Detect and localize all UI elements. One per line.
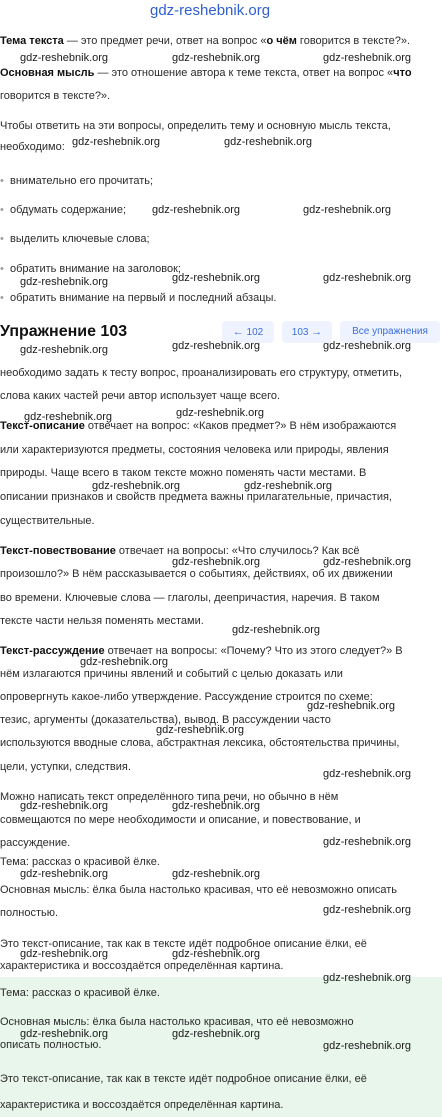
description-term: Текст-описание	[0, 420, 85, 432]
idea-term: Основная мысль	[0, 67, 95, 79]
watermark: gdz-reshebnik.org	[172, 272, 261, 284]
description-line3: природы. Чаще всего в таком тексте можно поменять части местами. В	[0, 467, 367, 479]
watermark: gdz-reshebnik.org	[323, 340, 412, 352]
watermark: gdz-reshebnik.org	[20, 868, 109, 880]
watermark: gdz-reshebnik.org	[244, 480, 333, 492]
watermark-top: gdz-reshebnik.org	[150, 2, 271, 19]
topic-end: говорится в тексте?».	[296, 35, 411, 47]
watermark: gdz-reshebnik.org	[20, 800, 109, 812]
topic-def: — это предмет речи, ответ на вопрос «	[63, 35, 267, 47]
watermark: gdz-reshebnik.org	[323, 1040, 412, 1052]
list-item: • выделить ключевые слова;	[10, 228, 150, 251]
watermark: gdz-reshebnik.org	[224, 136, 313, 148]
main-idea-line2: полностью.	[0, 907, 59, 919]
watermark: gdz-reshebnik.org	[323, 904, 412, 916]
description-text: отвечает на вопрос: «Каков предмет?» В нём изображаются	[84, 420, 397, 432]
watermark: gdz-reshebnik.org	[72, 136, 161, 148]
watermark: gdz-reshebnik.org	[172, 556, 261, 568]
answer-idea-line1: Основная мысль: ёлка была настолько красивая, что её невозможно	[0, 1016, 354, 1028]
watermark: gdz-reshebnik.org	[20, 52, 109, 64]
watermark: gdz-reshebnik.org	[80, 656, 169, 668]
answer-idea-line2: описать полностью.	[0, 1039, 102, 1051]
narration-term: Текст-повествование	[0, 545, 116, 557]
description-line5: существительные.	[0, 515, 95, 527]
reasoning-text: отвечает на вопросы: «Почему? Что из этого следует?» В	[104, 645, 403, 657]
main-idea-line1: Основная мысль: ёлка была настолько красивая, что её невозможно описать	[0, 884, 398, 896]
arrow-right-icon: →	[311, 326, 323, 338]
reasoning-line6: цели, уступки, следствия.	[0, 761, 131, 773]
conclusion-line2: характеристика и воссоздаётся определённая картина.	[0, 960, 284, 972]
answer-conclusion-line1: Это текст-описание, так как в тексте идёт подробное описание ёлки, её	[0, 1073, 367, 1085]
reasoning-line2: нём излагаются причины явлений и событий с целью доказать или	[0, 668, 343, 680]
reasoning-line1	[0, 640, 440, 663]
watermark: gdz-reshebnik.org	[20, 1028, 109, 1040]
list-item: • обдумать содержание;	[10, 199, 126, 222]
watermark: gdz-reshebnik.org	[92, 480, 181, 492]
exercise-title: Упражнение 103	[0, 323, 128, 340]
idea-def-1: — это отношение автора к теме текста, ответ на вопрос «	[94, 67, 394, 79]
watermark: gdz-reshebnik.org	[323, 52, 412, 64]
arrow-left-icon: ←	[232, 326, 244, 338]
watermark: gdz-reshebnik.org	[172, 800, 261, 812]
watermark: gdz-reshebnik.org	[152, 204, 241, 216]
watermark: gdz-reshebnik.org	[323, 972, 412, 984]
watermark: gdz-reshebnik.org	[323, 556, 412, 568]
topic-definition	[0, 30, 440, 53]
prev-exercise-label: 102	[246, 327, 264, 338]
intro-line2: слова каких частей речи автор использует чаще всего.	[0, 390, 281, 402]
watermark: gdz-reshebnik.org	[232, 624, 321, 636]
howto-line1: Чтобы ответить на эти вопросы, определить тему и основную мысль текста,	[0, 120, 391, 132]
idea-definition	[0, 62, 440, 85]
reasoning-line5: используются вводные слова, абстрактная лексика, обстоятельства причины,	[0, 737, 400, 749]
list-item: • обратить внимание на заголовок;	[10, 258, 181, 281]
watermark: gdz-reshebnik.org	[20, 276, 109, 288]
watermark: gdz-reshebnik.org	[323, 768, 412, 780]
watermark: gdz-reshebnik.org	[172, 1028, 261, 1040]
watermark: gdz-reshebnik.org	[172, 340, 261, 352]
list-item: • внимательно его прочитать;	[10, 170, 153, 193]
watermark: gdz-reshebnik.org	[176, 407, 265, 419]
reasoning-line4: тезис, аргументы (доказательства), вывод. В рассуждении часто	[0, 714, 331, 726]
topic-line: Тема: рассказ о красивой ёлке.	[0, 856, 160, 868]
watermark: gdz-reshebnik.org	[20, 344, 109, 356]
answer-conclusion-line2: характеристика и воссоздаётся определённая картина.	[0, 1099, 284, 1111]
next-exercise-label: 103	[291, 327, 309, 338]
narration-line3: во времени. Ключевые слова — глаголы, деепричастия, наречия. В таком	[0, 592, 380, 604]
watermark: gdz-reshebnik.org	[172, 868, 261, 880]
list-item: • обратить внимание на первый и последний абзацы.	[10, 287, 276, 310]
watermark: gdz-reshebnik.org	[307, 700, 396, 712]
mix-line3: рассуждение.	[0, 837, 71, 849]
mix-line2: совмещаются по мере необходимости и описание, и повествование, и	[0, 814, 361, 826]
description-line2: или характеризуются предметы, состояния человека или природы, явления	[0, 444, 389, 456]
intro-line1: необходимо задать к тесту вопрос, проанализировать его структуру, отметить,	[0, 367, 403, 379]
idea-def-line2: говорится в тексте?».	[0, 90, 111, 102]
conclusion-line1: Это текст-описание, так как в тексте идёт подробное описание ёлки, её	[0, 938, 367, 950]
reasoning-term: Текст-рассуждение	[0, 645, 105, 657]
idea-bold: что	[393, 67, 412, 79]
topic-bold: о чём	[266, 35, 297, 47]
howto-line2: необходимо:	[0, 141, 65, 153]
narration-line2: произошло?» В нём рассказывается о событиях, действиях, об их движении	[0, 568, 393, 580]
answer-topic: Тема: рассказ о красивой ёлке.	[0, 987, 160, 999]
description-line4: описании признаков и свойств предмета важны прилагательные, причастия,	[0, 491, 392, 503]
watermark: gdz-reshebnik.org	[156, 724, 245, 736]
reasoning-line3: опровергнуть какое-либо утверждение. Рассуждение строится по схеме:	[0, 691, 373, 703]
narration-text: отвечает на вопросы: «Что случилось? Как всё	[115, 545, 360, 557]
watermark: gdz-reshebnik.org	[323, 836, 412, 848]
watermark: gdz-reshebnik.org	[20, 948, 109, 960]
watermark: gdz-reshebnik.org	[172, 52, 261, 64]
narration-line4: тексте части нельзя поменять местами.	[0, 615, 204, 627]
watermark: gdz-reshebnik.org	[172, 948, 261, 960]
watermark: gdz-reshebnik.org	[24, 411, 113, 423]
watermark: gdz-reshebnik.org	[303, 204, 392, 216]
topic-term: Тема текста	[0, 35, 64, 47]
all-exercises-button[interactable]: Все упражнения	[340, 321, 440, 343]
watermark: gdz-reshebnik.org	[323, 272, 412, 284]
mix-line1: Можно написать текст определённого типа речи, но обычно в нём	[0, 791, 339, 803]
